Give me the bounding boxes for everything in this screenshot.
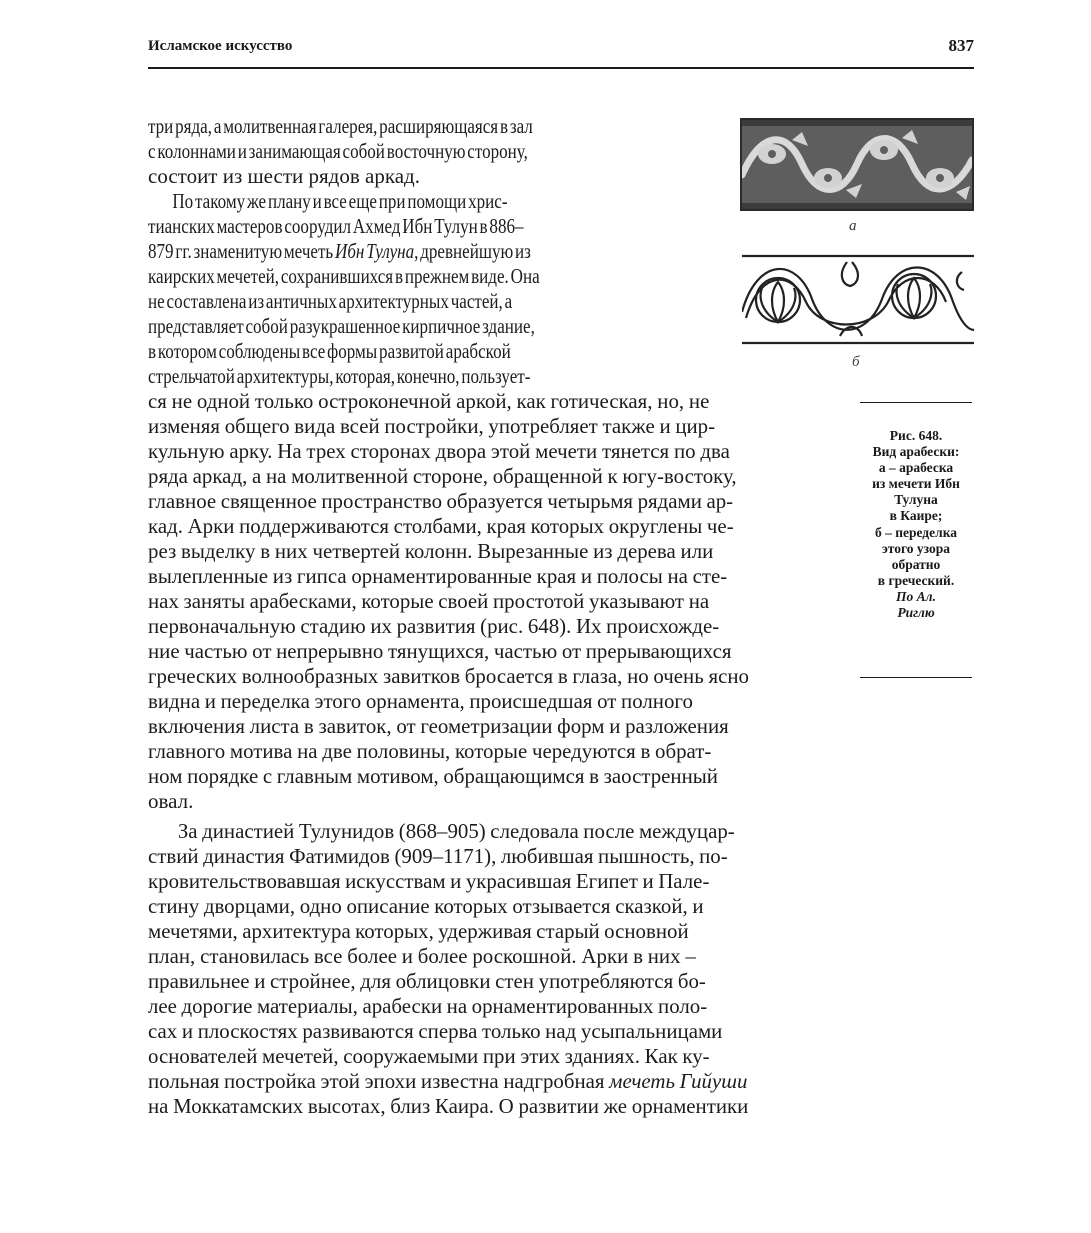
text-line: рез выделку в них четвертей колонн. Вырезанные из дерева или xyxy=(148,539,714,563)
caption-bottom-rule xyxy=(860,677,972,678)
text-line: на Моккатамских высотах, близ Каира. О развитии же орнаментики xyxy=(148,1094,749,1118)
caption-line: По Ал. xyxy=(896,588,936,604)
text-line: ряда аркад, а на молитвенной стороне, обращенной к югу-востоку, xyxy=(148,464,737,488)
text-line: изменяя общего вида всей постройки, употребляет также и цир- xyxy=(148,414,716,438)
text-line: мечетями, архитектура которых, удерживая старый основной xyxy=(148,919,689,943)
text-line: кад. Арки поддерживаются столбами, края которых округлены че- xyxy=(148,514,734,538)
body-text xyxy=(148,114,828,1119)
section-title: Исламское искусство xyxy=(148,38,293,54)
figure-label-a: а xyxy=(849,218,857,234)
text-line: тианских мастеров соорудил Ахмед Ибн Тулун в 886– xyxy=(148,214,524,238)
caption-line: б – переделка xyxy=(874,524,958,540)
text-line: вылепленные из гипса орнаментированные края и полосы на сте- xyxy=(148,564,728,588)
caption-line: из мечети Ибн xyxy=(872,476,960,492)
caption-line: в Каире; xyxy=(889,508,943,524)
text-line xyxy=(148,239,700,264)
text-line: За династией Тулунидов (868–905) следовала после междуцар- xyxy=(177,819,735,843)
text-line: ном порядке с главным мотивом, обращающимся в заостренный xyxy=(148,764,718,788)
text-line: сах и плоскостях развиваются сперва только над усыпальницами xyxy=(148,1019,723,1043)
text-line: По такому же плану и все еще при помощи хрис- xyxy=(172,189,508,213)
text-line: включения листа в завиток, от геометризации форм и разложения xyxy=(148,714,729,738)
caption-line: Риглю xyxy=(897,605,935,621)
text-line: ние частью от непрерывно тянущихся, частью от прерывающихся xyxy=(148,639,732,663)
figure-caption xyxy=(852,428,980,621)
caption-line: а – арабеска xyxy=(878,460,954,476)
text-line: план, становилась все более и более роскошной. Арки в них – xyxy=(148,944,696,968)
text-line: в котором соблюдены все формы развитой арабской xyxy=(148,339,511,363)
caption-line: этого узора xyxy=(881,540,951,556)
figure-label-b: б xyxy=(852,354,860,370)
text-line: греческих волнообразных завитков бросается в глаза, но очень ясно xyxy=(148,664,749,688)
text-line: ся не одной только остроконечной аркой, как готическая, но, не xyxy=(148,389,710,413)
text-line xyxy=(148,1069,824,1094)
running-header xyxy=(148,36,974,58)
caption-line: обратно xyxy=(891,556,941,572)
text-line: кульную арку. На трех сторонах двора этой мечети тянется по два xyxy=(148,439,730,463)
text-line: видна и переделка этого орнамента, происшедшая от полного xyxy=(148,689,693,713)
text-line: правильнее и стройнее, для облицовки стен употребляются бо- xyxy=(148,969,706,993)
text-line: с колоннами и занимающая собой восточную сторону, xyxy=(148,139,528,163)
text-line: представляет собой разукрашенное кирпичное здание, xyxy=(148,314,535,338)
text-line: первоначальную стадию их развития (рис. 648). Их происхожде- xyxy=(148,614,720,638)
text-run: польная постройка этой эпохи известна надгробная xyxy=(148,1069,610,1093)
text-line: ствий династия Фатимидов (909–1171), любившая пышность, по- xyxy=(148,844,728,868)
caption-line: в греческий. xyxy=(877,572,955,588)
text-line: не составлена из античных архитектурных частей, а xyxy=(148,289,513,313)
text-line: основателей мечетей, сооружаемыми при этих зданиях. Как ку- xyxy=(148,1044,710,1068)
text-line: кровительствовавшая искусствам и украсившая Египет и Пале- xyxy=(148,869,710,893)
text-line: стину дворцами, одно описание которых отзывается сказкой, и xyxy=(148,894,704,918)
text-line: главного мотива на две половины, которые чередуются в обрат- xyxy=(148,739,712,763)
text-line: нах заняты арабесками, которые своей простотой указывают на xyxy=(148,589,710,613)
text-line: состоит из шести рядов аркад. xyxy=(148,164,420,188)
text-line: лее дорогие материалы, арабески на орнаментированных поло- xyxy=(148,994,708,1018)
mosque-name-italic: мечеть Гийуши xyxy=(609,1069,748,1093)
text-line: овал. xyxy=(148,789,194,813)
mosque-name-italic: Ибн Тулуна xyxy=(335,239,415,263)
header-rule xyxy=(148,67,974,69)
caption-top-rule xyxy=(860,402,972,403)
text-line: три ряда, а молитвенная галерея, расширяющаяся в зал xyxy=(148,114,533,138)
text-run: , древнейшую из xyxy=(414,239,531,263)
text-line: стрельчатой архитектуры, которая, конечно, пользует- xyxy=(148,364,531,388)
page-number: 837 xyxy=(948,36,974,55)
text-run: 879 гг. знаменитую мечеть xyxy=(148,239,336,263)
text-line: главное священное пространство образуется четырьмя рядами ар- xyxy=(148,489,734,513)
caption-line: Вид арабески: xyxy=(872,444,960,460)
text-line: каирских мечетей, сохранившихся в прежнем виде. Она xyxy=(148,264,540,288)
caption-line: Тулуна xyxy=(894,492,938,508)
caption-line: Рис. 648. xyxy=(889,428,943,443)
